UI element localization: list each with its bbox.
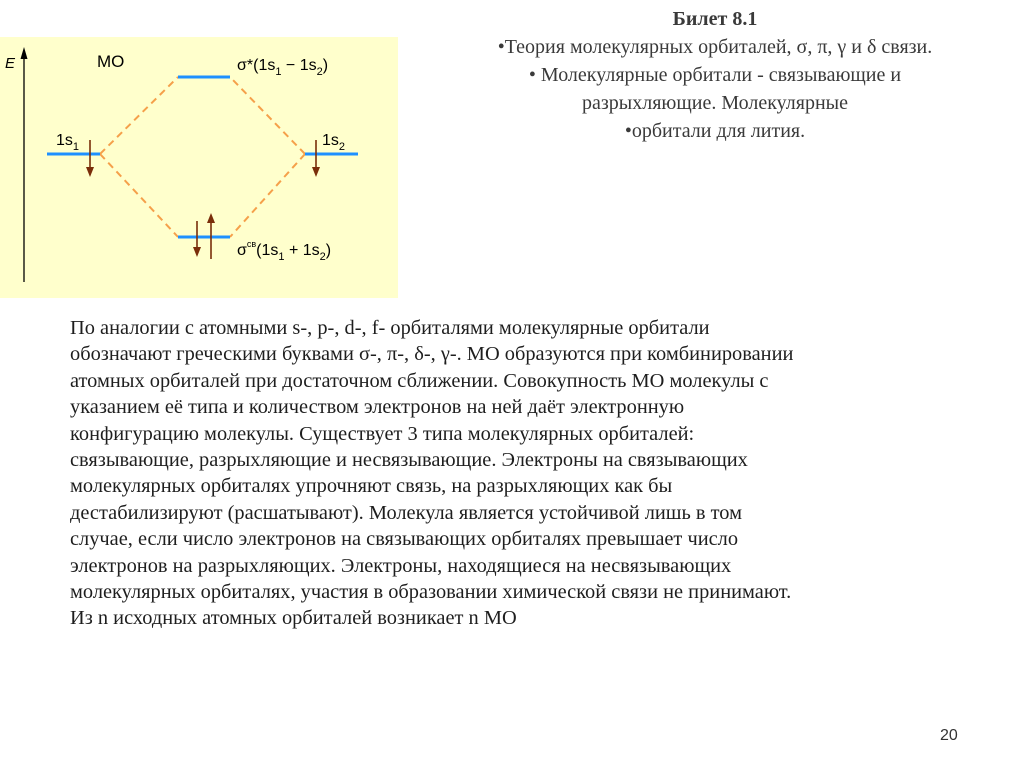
bonding-label: $\sigma^{св}(1s_1 + 1s_2)$ [237, 239, 332, 263]
page-number: 20 [940, 727, 958, 744]
correlation-lines [100, 77, 305, 237]
slide-title [405, 5, 1024, 145]
body-line: случае, если число электронов на связывающих орбиталях превышает число [70, 528, 739, 551]
body-line: обозначают греческими буквами σ-, π-, δ-, γ-. МО образуются при комбинировании [70, 343, 794, 366]
mo-diagram-svg [0, 37, 398, 298]
right-ao-label: $1s_2$ [322, 132, 346, 153]
bonding-electron-down-arrow [193, 221, 201, 257]
body-line: связывающие, разрыхляющие и несвязывающие. Электроны на связывающих [70, 449, 748, 472]
left-electron-down-arrow [86, 140, 94, 177]
title-line: разрыхляющие. Молекулярные [582, 92, 848, 114]
title-line: •орбитали для лития. [624, 120, 806, 142]
mo-label: MO [97, 52, 125, 71]
body-line: Из n исходных атомных орбиталей возникает n МО [70, 607, 517, 630]
body-line: конфигурацию молекулы. Существует 3 типа молекулярных орбиталей: [70, 422, 695, 445]
left-ao-label: $1s_1$ [56, 132, 80, 153]
body-line: молекулярных орбиталях, участия в образовании химической связи не принимают. [70, 581, 792, 604]
antibonding-label: $\sigma*(1s_1 - 1s_2)$ [237, 57, 329, 78]
body-paragraph [70, 315, 990, 632]
body-line: атомных орбиталей при достаточном сближении. Совокупность МО молекулы с [70, 369, 769, 392]
energy-axis-arrowhead [21, 47, 28, 59]
body-line: молекулярных орбиталях упрочняют связь, на разрыхляющих как бы [70, 475, 673, 498]
body-line: дестабилизируют (расшатывают). Молекула является устойчивой лишь в том [70, 501, 742, 524]
mo-energy-diagram [0, 37, 398, 298]
title-line: • Молекулярные орбитали - связывающие и [528, 64, 902, 86]
ticket-heading: Билет 8.1 [672, 8, 758, 30]
right-electron-down-arrow [312, 140, 320, 177]
body-line: По аналогии с атомными s-, p-, d-, f- орбиталями молекулярные орбитали [70, 317, 710, 339]
title-line: •Теория молекулярных орбиталей, σ, π, γ и δ связи. [497, 36, 933, 58]
energy-axis-label: E [5, 55, 16, 72]
body-line: электронов на разрыхляющих. Электроны, находящиеся на несвязывающих [70, 554, 732, 577]
body-line: указанием её типа и количеством электронов на ней даёт электронную [70, 396, 685, 419]
